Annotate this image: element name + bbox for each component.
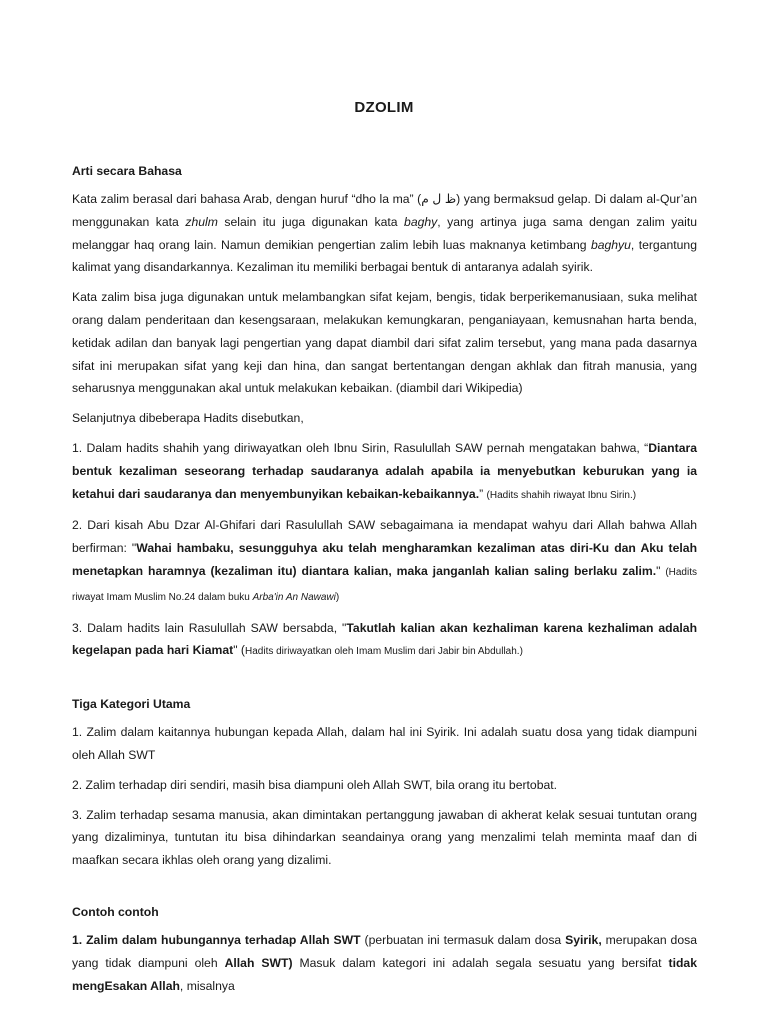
text-run: 2. Dari kisah Abu Dzar Al-Ghifari dari Rasulullah SAW sebagaimana ia mendapat wahyu dari Allah bahwa Allah berfirman: " <box>72 518 697 556</box>
kategori-1 <box>72 721 697 767</box>
text-run: " <box>656 563 666 578</box>
text-run: ” <box>479 486 487 501</box>
text-run: Wahai hambaku, sesungguhya aku telah mengharamkan kezaliman atas diri-Ku dan Aku telah menetapkan haramnya (kezaliman itu) diantara kalian, maka janganlah kalian saling berlaku zalim. <box>72 541 698 578</box>
text-run: 1. Zalim dalam hubungannya terhadap Allah SWT <box>72 932 361 947</box>
paragraph-makna <box>72 286 697 400</box>
kategori-2 <box>72 774 697 797</box>
text-run: merupakan dosa yang tidak diampuni oleh <box>72 932 697 970</box>
text-run: 1. Dalam hadits shahih yang diriwayatkan oleh Ibnu Sirin, Rasulullah SAW pernah mengatakan bahwa, “ <box>72 440 649 455</box>
hadits-1 <box>72 437 697 507</box>
text-run: tidak mengEsakan Allah <box>72 955 697 993</box>
text-run: Kata zalim bisa juga digunakan untuk melambangkan sifat kejam, bengis, tidak berperikemanusiaan, suka melihat orang dalam penderitaan dan kesengsaraan, melakukan kemungkaran, penganiayaan, kemusnahan harta benda, ketidak adilan dan banyak lagi pengertian yang dapat diambil dari sifat zalim tersebut, yang mana pada dasarnya sifat ini merupakan sifat yang keji dan hina, dan sangat bertentangan dengan akhlak dan fitrah manusia, yang seharusnya menggunakan akal untuk melakukan kebaikan. (diambil dari Wikipedia) <box>72 290 697 396</box>
text-run: ) <box>335 591 340 603</box>
text-run: Arba'in An Nawawi <box>252 591 336 603</box>
text-run: Kata zalim berasal dari bahasa Arab, dengan huruf “dho la ma” (ظ ل م) yang bermaksud gelap. Di dalam al-Qur’an menggunakan kata <box>72 192 697 229</box>
text-run: Diantara bentuk kezaliman seseorang terhadap saudaranya adalah apabila ia menyebutkan keburukan yang ia ketahui dari saudaranya dan menyembunyikan kebaikan-kebaikannya. <box>72 440 697 501</box>
paragraph-pengantar-hadits <box>72 407 697 430</box>
document-title: DZOLIM <box>354 99 414 116</box>
text-run: , misalnya <box>179 978 235 993</box>
section-heading-kategori: Tiga Kategori Utama <box>72 697 191 712</box>
text-run: Selanjutnya dibeberapa Hadits disebutkan, <box>72 411 304 426</box>
text-run: zhulm <box>185 214 218 229</box>
text-run: Syirik, <box>565 932 602 947</box>
contoh-1 <box>72 929 697 997</box>
text-run: , yang artinya juga sama dengan zalim yaitu melanggar haq orang lain. Namun demikian pengertian zalim lebih luas maknanya ketimbang <box>72 214 698 252</box>
text-run: Takutlah kalian akan kezhaliman karena kezhaliman adalah kegelapan pada hari Kiamat <box>72 620 698 658</box>
text-run: Hadits diriwayatkan oleh Imam Muslim dari Jabir bin Abdullah.) <box>245 646 523 658</box>
kategori-3 <box>72 804 697 872</box>
hadits-3 <box>72 617 697 665</box>
text-run: Masuk dalam kategori ini adalah segala sesuatu yang bersifat <box>292 955 669 970</box>
document-body <box>72 162 697 1004</box>
text-run: (Hadits shahih riwayat Ibnu Sirin.) <box>486 489 637 501</box>
text-run: " ( <box>233 643 245 658</box>
text-run: (Hadits riwayat Imam Muslim No.24 dalam buku <box>72 566 697 603</box>
section-heading-contoh: Contoh contoh <box>72 904 159 919</box>
text-run: baghy <box>404 214 438 229</box>
paragraph-definisi <box>72 188 697 279</box>
text-run: baghyu <box>590 237 631 252</box>
text-run: Allah SWT) <box>224 955 293 970</box>
text-run: 1. Zalim dalam kaitannya hubungan kepada Allah, dalam hal ini Syirik. Ini adalah suatu dosa yang tidak diampuni oleh Allah SWT <box>72 725 697 762</box>
text-run: selain itu juga digunakan kata <box>217 214 405 229</box>
text-run: (perbuatan ini termasuk dalam dosa <box>360 932 566 947</box>
section-heading-arti-bahasa: Arti secara Bahasa <box>72 164 182 178</box>
text-run: 3. Dalam hadits lain Rasulullah SAW bersabda, " <box>72 620 347 635</box>
text-run: 2. Zalim terhadap diri sendiri, masih bisa diampuni oleh Allah SWT, bila orang itu bertobat. <box>72 777 558 792</box>
text-run: , tergantung kalimat yang disandarkannya. Kezaliman itu memiliki berbagai bentuk di antaranya adalah syirik. <box>72 237 697 275</box>
text-run: 3. Zalim terhadap sesama manusia, akan dimintakan pertanggung jawaban di akherat kelak sesuai tuntutan orang yang dizaliminya, tuntutan itu bisa dihindarkan seandainya orang yang menzalimi telah meminta maaf dan di maafkan secara ikhlas oleh orang yang dizalimi. <box>72 807 697 868</box>
hadits-2 <box>72 514 697 609</box>
